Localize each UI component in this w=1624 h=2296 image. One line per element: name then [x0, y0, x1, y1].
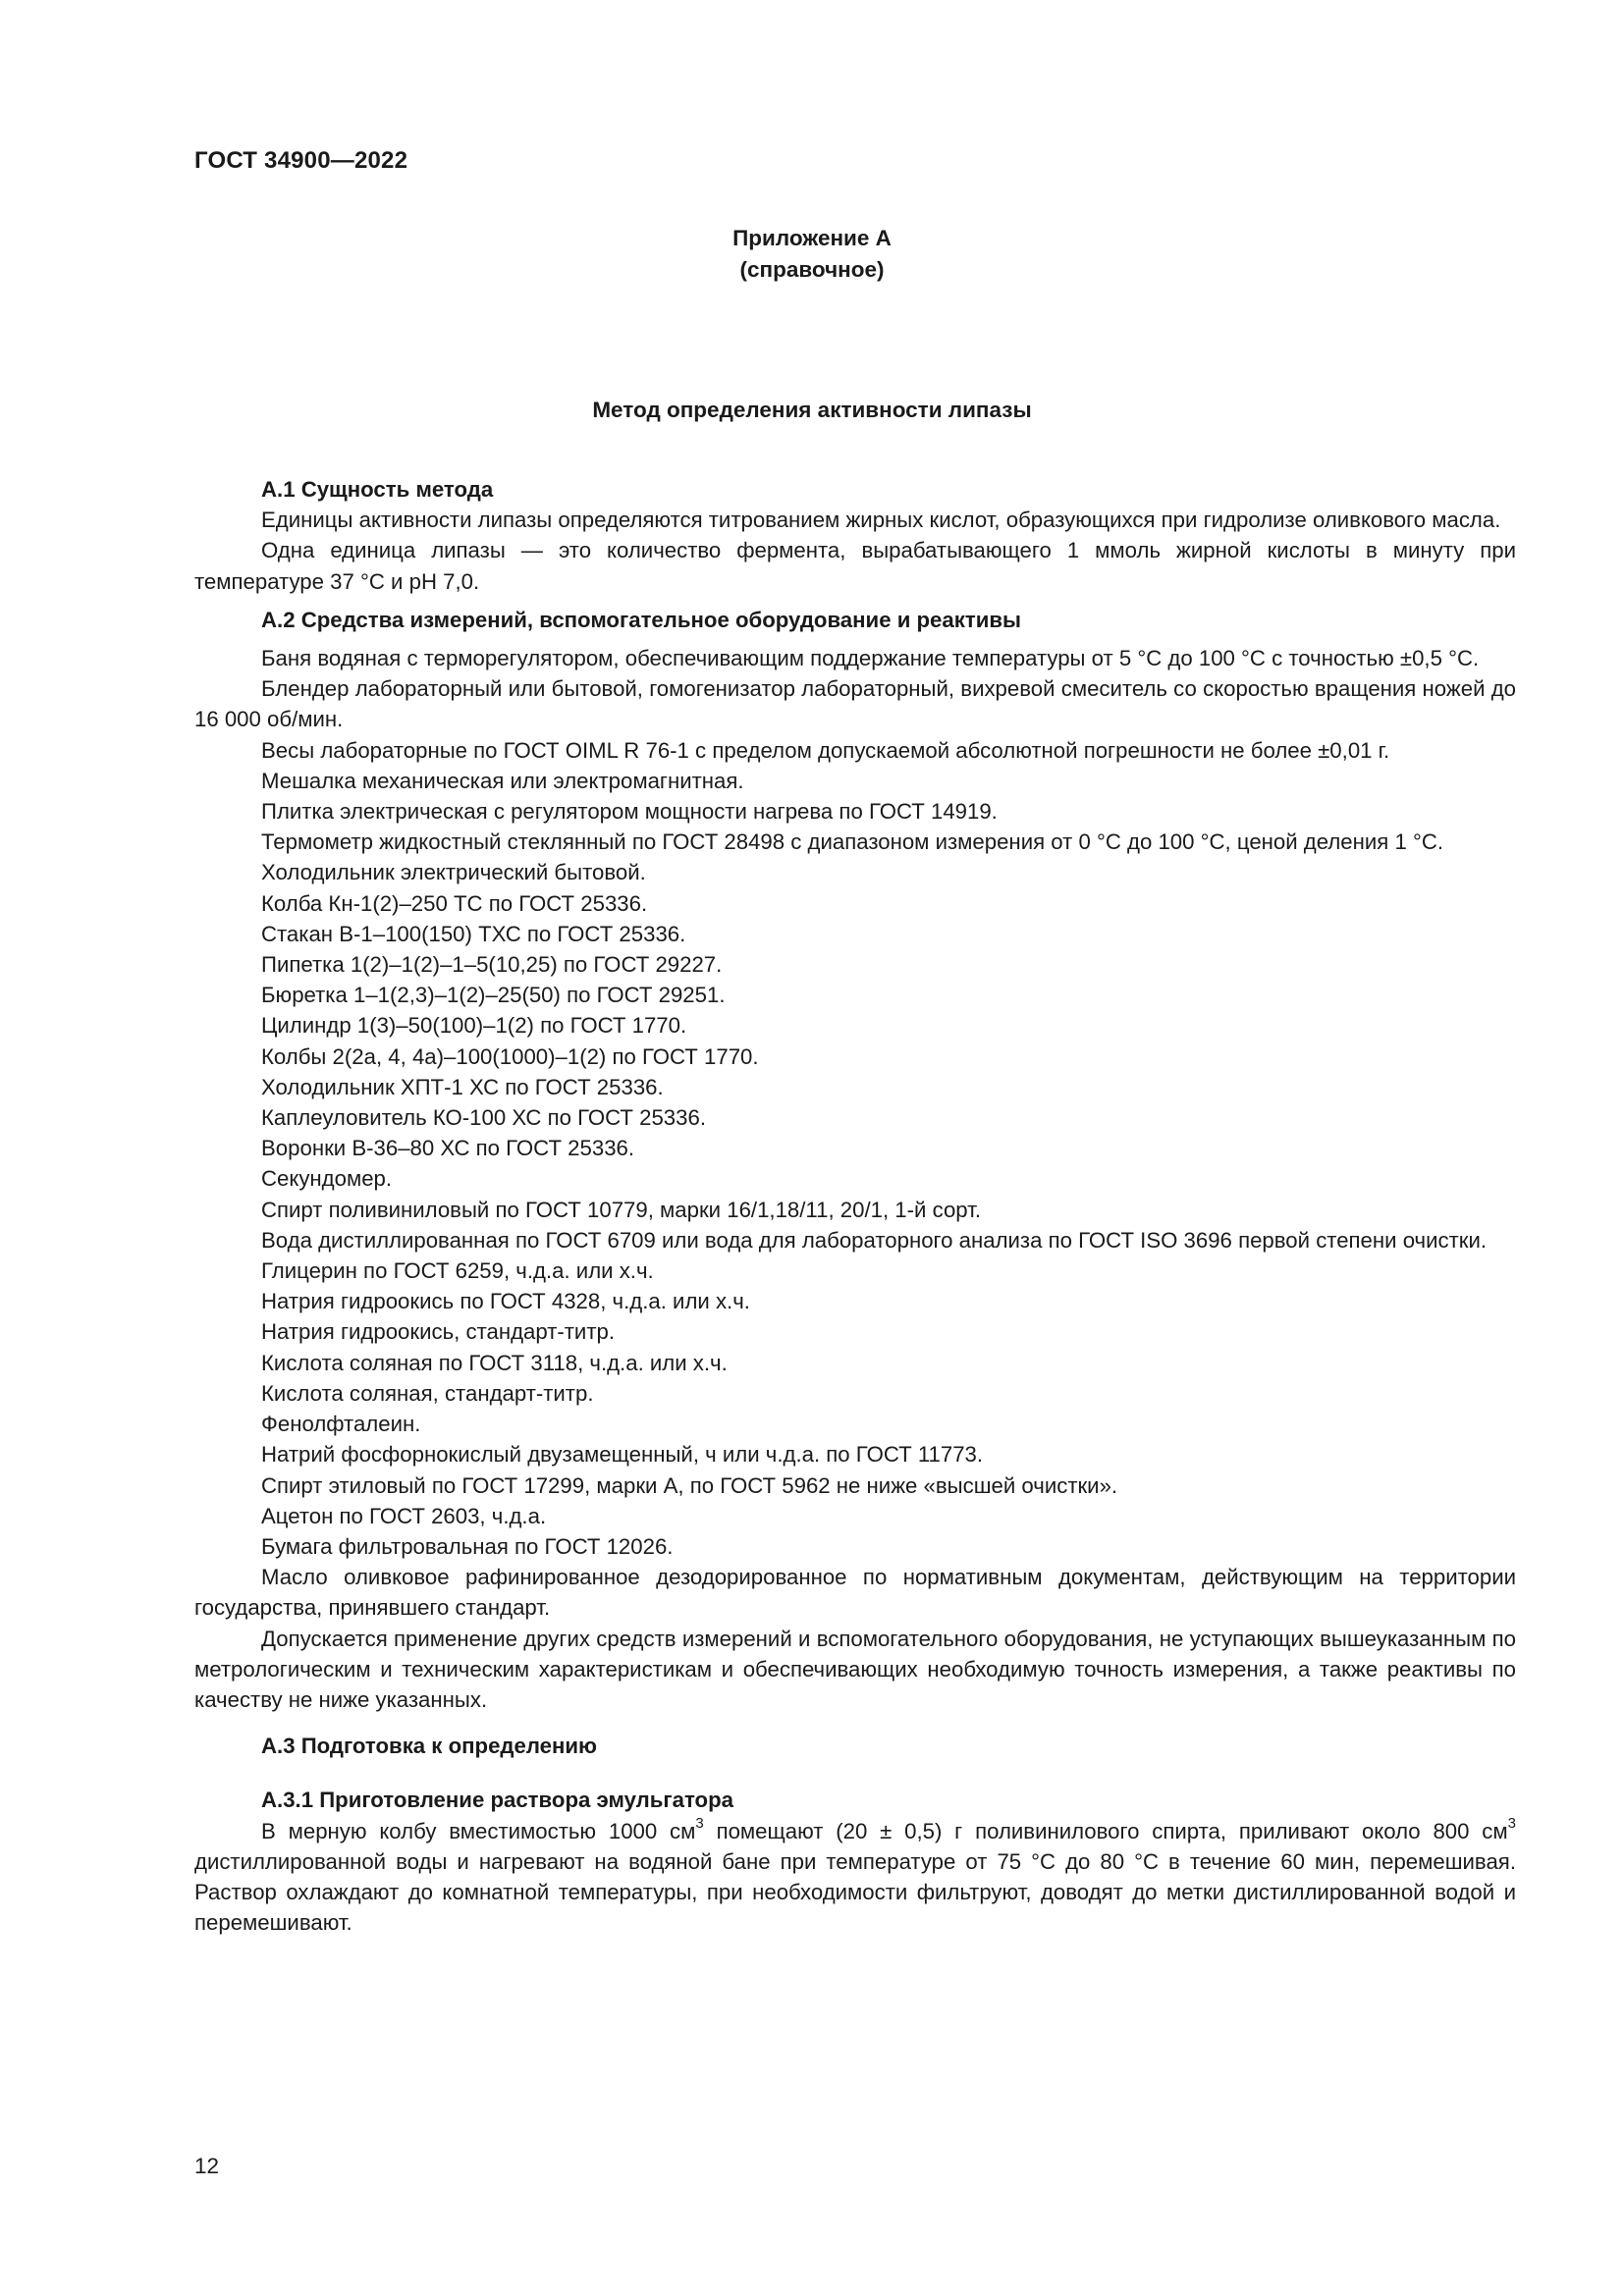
superscript: 3: [695, 1815, 704, 1833]
paragraph: Допускается применение других средств измерений и вспомогательного оборудования, не уступающих вышеуказанным по метрологическим и техническим характеристикам и обеспечивающих необходимую точность измерения, а также реактивы по качеству не ниже указанных.: [194, 1626, 1516, 1712]
list-item: Баня водяная с терморегулятором, обеспечивающим поддержание температуры от 5 °С до 100 °С с точностью ±0,5 °С.: [261, 646, 1480, 671]
list-item: Воронки В-36–80 ХС по ГОСТ 25336.: [261, 1136, 635, 1161]
list-item: Глицерин по ГОСТ 6259, ч.д.а. или х.ч.: [261, 1258, 654, 1284]
text-run: дистиллированной воды и нагревают на водяной бане при температуре от 75 °С до 80 °С в течение 60 мин, перемешивая. Раствор охлаждают до комнатной температуры, при необходимости фильтруют, доводят до метки дистиллированной водой и перемешивают.: [194, 1848, 1516, 1936]
list-item: Термометр жидкостный стеклянный по ГОСТ 28498 с диапазоном измерения от 0 °С до 100 °С, ценой деления 1 °С.: [261, 829, 1444, 855]
list-item: Цилиндр 1(3)–50(100)–1(2) по ГОСТ 1770.: [261, 1013, 687, 1039]
list-item: Весы лабораторные по ГОСТ OIML R 76-1 с пределом допускаемой абсолютной погрешности не более ±0,01 г.: [261, 737, 1390, 763]
list-item: Каплеуловитель КО-100 ХС по ГОСТ 25336.: [261, 1105, 706, 1131]
list-item: Вода дистиллированная по ГОСТ 6709 или вода для лабораторного анализа по ГОСТ ISO 3696 первой степени очистки.: [261, 1227, 1488, 1253]
text-run: помещают (20 ± 0,5) г поливинилового спирта, приливают около 800 см: [703, 1818, 1508, 1843]
page-number: 12: [194, 2154, 220, 2178]
list-item: Мешалка механическая или электромагнитная.: [261, 768, 744, 793]
section-heading-a2: А.2 Средства измерений, вспомогательное оборудование и реактивы: [261, 607, 1021, 632]
paragraph: Единицы активности липазы определяются титрованием жирных кислот, образующихся при гидролизе оливкового масла.: [261, 507, 1501, 533]
appendix-label: Приложение А: [732, 226, 892, 250]
list-item: Спирт поливиниловый по ГОСТ 10779, марки 16/1,18/11, 20/1, 1-й сорт.: [261, 1197, 981, 1222]
list-item: Спирт этиловый по ГОСТ 17299, марки А, по ГОСТ 5962 не ниже «высшей очистки».: [261, 1472, 1118, 1498]
superscript: 3: [1507, 1815, 1516, 1833]
list-item: Масло оливковое рафинированное дезодорированное по нормативным документам, действующим на территории государства, принявшего стандарт.: [194, 1565, 1516, 1621]
list-item: Колбы 2(2а, 4, 4а)–100(1000)–1(2) по ГОСТ 1770.: [261, 1043, 759, 1069]
list-item: Холодильник ХПТ-1 ХС по ГОСТ 25336.: [261, 1074, 664, 1099]
document-body: [194, 474, 1516, 1938]
list-item: Стакан В-1–100(150) ТХС по ГОСТ 25336.: [261, 921, 686, 946]
list-item: Кислота соляная по ГОСТ 3118, ч.д.а. или х.ч.: [261, 1350, 728, 1375]
list-item: Бумага фильтровальная по ГОСТ 12026.: [261, 1533, 674, 1559]
list-item: Натрия гидроокись, стандарт-титр.: [261, 1319, 615, 1345]
paragraph: [194, 1816, 1516, 1939]
list-item: Секундомер.: [261, 1166, 393, 1192]
appendix-title: Метод определения активности липазы: [592, 398, 1032, 422]
list-item: Пипетка 1(2)–1(2)–1–5(10,25) по ГОСТ 29227.: [261, 952, 723, 978]
subsection-heading-a31: А.3.1 Приготовление раствора эмульгатора: [261, 1788, 733, 1813]
list-item: Колба Кн-1(2)–250 ТС по ГОСТ 25336.: [261, 890, 648, 916]
paragraph: Одна единица липазы — это количество фермента, вырабатывающего 1 ммоль жирной кислоты в минуту при температуре 37 °С и pH 7,0.: [194, 538, 1516, 594]
list-item: Ацетон по ГОСТ 2603, ч.д.а.: [261, 1503, 547, 1528]
list-item: Блендер лабораторный или бытовой, гомогенизатор лабораторный, вихревой смеситель со скоростью вращения ножей до 16 000 об/мин.: [194, 676, 1516, 732]
list-item: Холодильник электрический бытовой.: [261, 860, 646, 885]
section-heading-a3: А.3 Подготовка к определению: [261, 1734, 597, 1759]
document-id: ГОСТ 34900—2022: [194, 147, 408, 174]
list-item: Кислота соляная, стандарт-титр.: [261, 1380, 594, 1406]
text-run: В мерную колбу вместимостью 1000 см: [261, 1818, 696, 1843]
list-item: Фенолфталеин.: [261, 1412, 421, 1437]
list-item: Натрия гидроокись по ГОСТ 4328, ч.д.а. или х.ч.: [261, 1289, 750, 1314]
appendix-type: (справочное): [739, 257, 885, 282]
list-item: Натрий фосфорнокислый двузамещенный, ч или ч.д.а. по ГОСТ 11773.: [261, 1442, 984, 1468]
section-heading-a1: А.1 Сущность метода: [261, 477, 494, 502]
list-item: Плитка электрическая с регулятором мощности нагрева по ГОСТ 14919.: [261, 799, 998, 825]
list-item: Бюретка 1–1(2,3)–1(2)–25(50) по ГОСТ 29251.: [261, 983, 726, 1008]
